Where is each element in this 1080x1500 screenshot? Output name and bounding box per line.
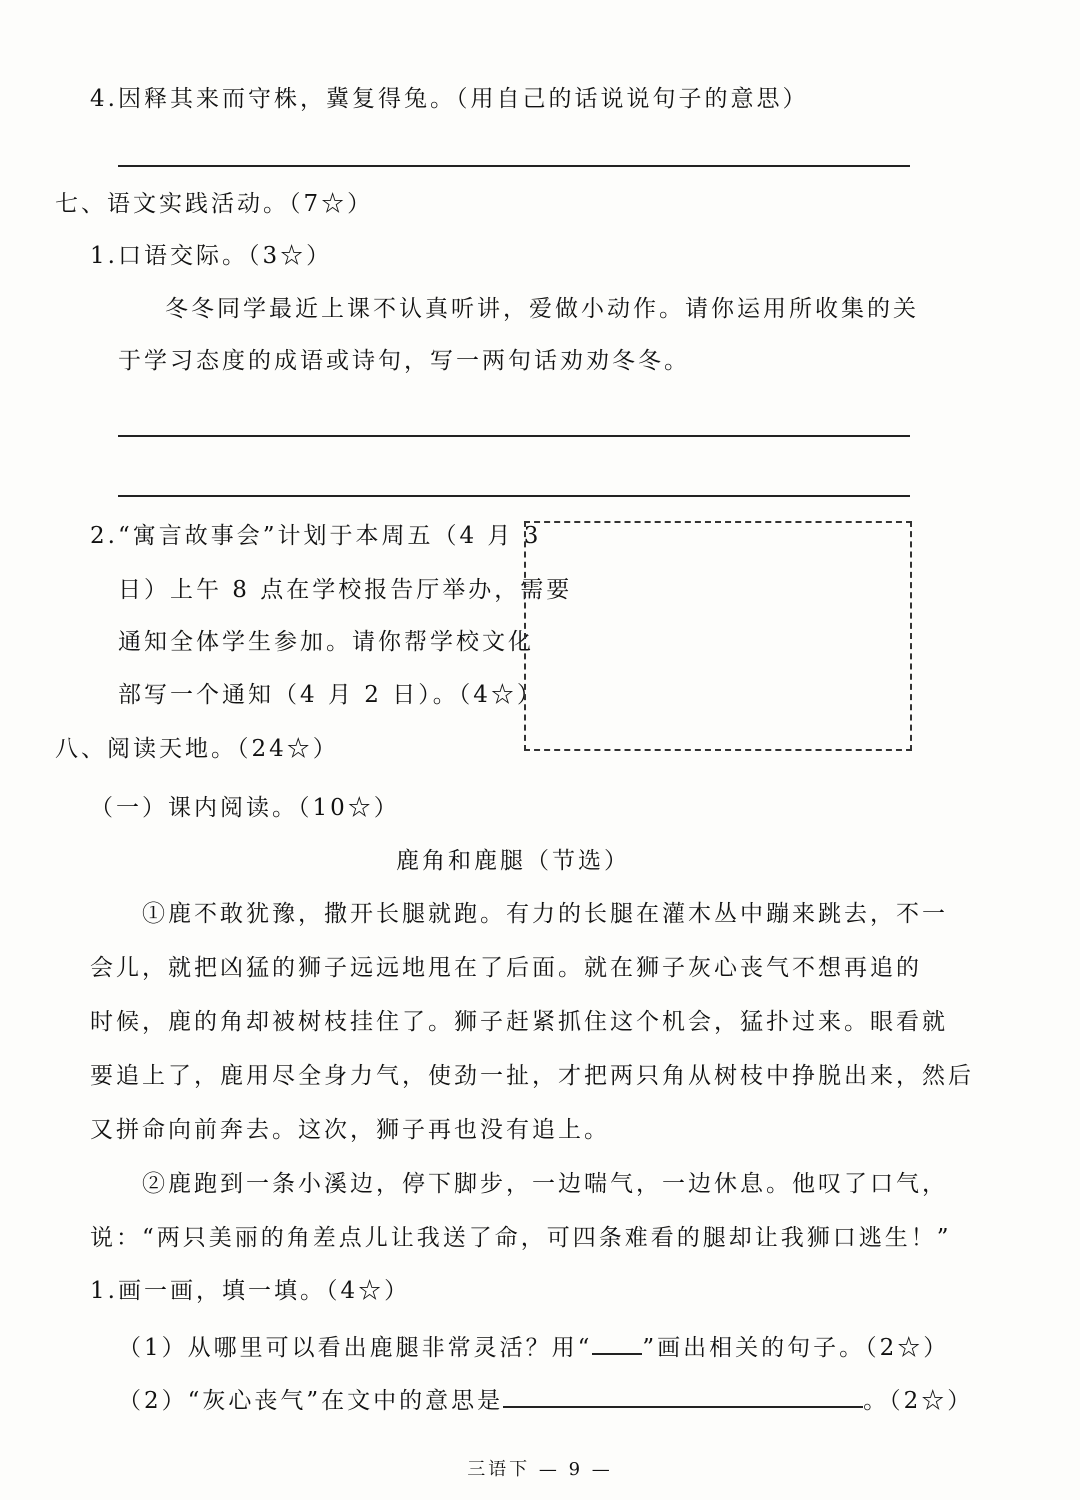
- passage-title: 鹿角和鹿腿（节选）: [396, 848, 630, 874]
- passage-p1-line5: 又拼命向前奔去。这次，狮子再也没有追上。: [90, 1117, 610, 1143]
- passage-p2-line1: ②鹿跑到一条小溪边，停下脚步，一边喘气，一边休息。他叹了口气，: [142, 1171, 948, 1197]
- section-8-subsection-1-title: （一）课内阅读。（10☆）: [90, 795, 400, 821]
- passage-p2-line2: 说：“两只美丽的角差点儿让我送了命，可四条难看的腿却让我狮口逃生！”: [90, 1225, 952, 1251]
- passage-p1-line1: ①鹿不敢犹豫，撒开长腿就跑。有力的长腿在灌木丛中蹦来跳去，不一: [142, 901, 948, 927]
- section-7-q2-line3: 通知全体学生参加。请你帮学校文化: [118, 629, 534, 655]
- notice-answer-box[interactable]: [524, 521, 912, 751]
- reading-q1-title: 1.画一画，填一填。（4☆）: [90, 1278, 411, 1304]
- answer-line-q7-1a[interactable]: [118, 435, 910, 437]
- underline-sample-blank: [592, 1329, 642, 1355]
- section-7-q2-line1: 2.“寓言故事会”计划于本周五（4 月 3: [90, 523, 542, 549]
- reading-q1-part2-text-before: （2）“灰心丧气”在文中的意思是: [118, 1388, 504, 1414]
- page-footer: 三语下 — 9 —: [467, 1459, 613, 1480]
- question-4-text: 4.因释其来而守株，冀复得兔。（用自己的话说说句子的意思）: [90, 86, 809, 112]
- section-7-q1-prompt-line2: 于学习态度的成语或诗句，写一两句话劝劝冬冬。: [118, 348, 690, 374]
- section-7-q2-line4: 部写一个通知（4 月 2 日）。（4☆）: [118, 682, 543, 708]
- section-7-title: 七、语文实践活动。（7☆）: [55, 191, 374, 217]
- answer-line-q4[interactable]: [118, 165, 910, 167]
- reading-q1-part1-text-after: ”画出相关的句子。（2☆）: [642, 1335, 950, 1361]
- reading-q1-part1: [118, 1329, 949, 1364]
- answer-line-q7-1b[interactable]: [118, 495, 910, 497]
- section-8-title: 八、阅读天地。（24☆）: [55, 736, 339, 762]
- reading-q1-part2-text-after: 。（2☆）: [863, 1388, 974, 1414]
- passage-p1-line4: 要追上了，鹿用尽全身力气，使劲一扯，才把两只角从树枝中挣脱出来，然后: [90, 1063, 974, 1089]
- passage-p1-line2: 会儿，就把凶猛的狮子远远地甩在了后面。就在狮子灰心丧气不想再追的: [90, 955, 922, 981]
- passage-p1-line3: 时候，鹿的角却被树枝挂住了。狮子赶紧抓住这个机会，猛扑过来。眼看就: [90, 1009, 948, 1035]
- section-7-q2-line2: 日）上午 8 点在学校报告厅举办，需要: [118, 577, 573, 603]
- answer-blank-meaning[interactable]: [503, 1382, 863, 1408]
- section-7-q1-prompt-line1: 冬冬同学最近上课不认真听讲，爱做小动作。请你运用所收集的关: [165, 296, 919, 322]
- reading-q1-part2: [118, 1382, 973, 1417]
- section-7-q1-title: 1.口语交际。（3☆）: [90, 243, 333, 269]
- reading-q1-part1-text-before: （1）从哪里可以看出鹿腿非常灵活？用“: [118, 1335, 593, 1361]
